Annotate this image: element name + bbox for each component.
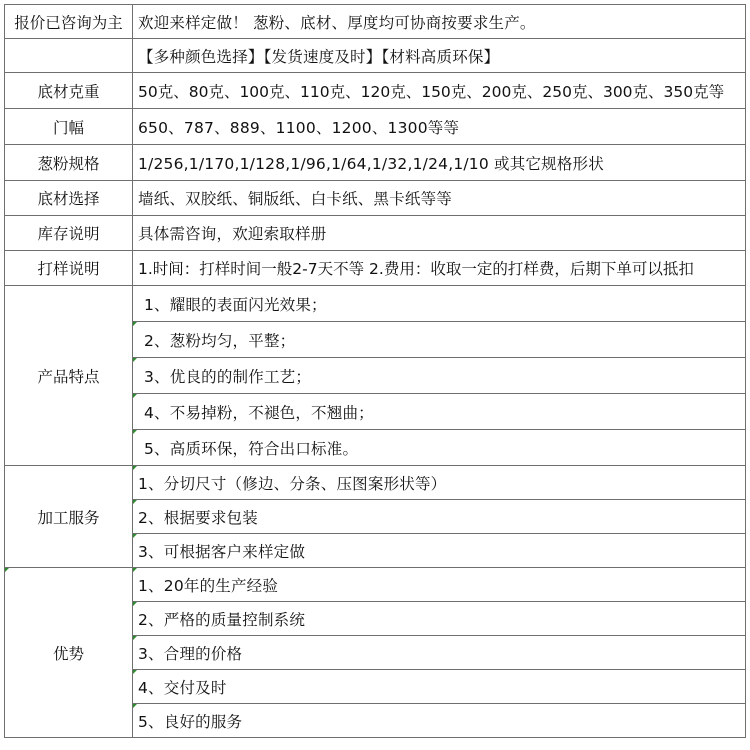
advantage-item: 1、20年的生产经验 [133,568,746,602]
spec-label: 库存说明 [5,216,133,251]
spec-value: 具体需咨询，欢迎索取样册 [133,216,746,251]
product-spec-table [4,4,746,738]
spec-row-sampling [5,251,746,286]
feature-item: 2、葱粉均匀，平整； [133,322,746,358]
feature-item: 4、不易掉粉，不褪色，不翘曲； [133,394,746,430]
advantage-item: 4、交付及时 [133,670,746,704]
spec-value: 50克、80克、100克、110克、120克、150克、200克、250克、300克、350克等 [133,73,746,109]
advantage-item: 3、合理的价格 [133,636,746,670]
feature-item: 5、高质环保，符合出口标准。 [133,430,746,466]
feature-item: 1、耀眼的表面闪光效果； [133,286,746,322]
features-label: 产品特点 [5,286,133,466]
spec-label: 底材克重 [5,73,133,109]
spec-row-width [5,109,746,145]
spec-value: 墙纸、双胶纸、铜版纸、白卡纸、黑卡纸等等 [133,181,746,216]
advantage-row [5,568,746,602]
advantage-item: 5、良好的服务 [133,704,746,738]
feature-item: 3、优良的的制作工艺； [133,358,746,394]
processing-item: 2、根据要求包装 [133,500,746,534]
highlights-label-empty [5,39,133,73]
processing-row [5,466,746,500]
spec-label: 门幅 [5,109,133,145]
advantages-label: 优势 [5,568,133,738]
processing-item: 1、分切尺寸（修边、分条、压图案形状等） [133,466,746,500]
spec-value: 650、787、889、1100、1200、1300等等 [133,109,746,145]
spec-value: 1/256,1/170,1/128,1/96,1/64,1/32,1/24,1/10 或其它规格形状 [133,145,746,181]
feature-row [5,286,746,322]
welcome-text: 欢迎来样定做！ 葱粉、底材、厚度均可协商按要求生产。 [133,5,746,39]
spec-value: 1.时间：打样时间一般2-7天不等 2.费用：收取一定的打样费，后期下单可以抵扣 [133,251,746,286]
header-row [5,5,746,39]
spec-label: 打样说明 [5,251,133,286]
spec-row-base-material [5,181,746,216]
price-note-label: 报价已咨询为主 [5,5,133,39]
spec-row-glitter-size [5,145,746,181]
highlights-text: 【多种颜色选择】【发货速度及时】【材料高质环保】 [133,39,746,73]
advantage-item: 2、严格的质量控制系统 [133,602,746,636]
processing-label: 加工服务 [5,466,133,568]
spec-label: 葱粉规格 [5,145,133,181]
spec-row-base-weight [5,73,746,109]
spec-label: 底材选择 [5,181,133,216]
spec-row-stock [5,216,746,251]
processing-item: 3、可根据客户来样定做 [133,534,746,568]
highlights-row [5,39,746,73]
